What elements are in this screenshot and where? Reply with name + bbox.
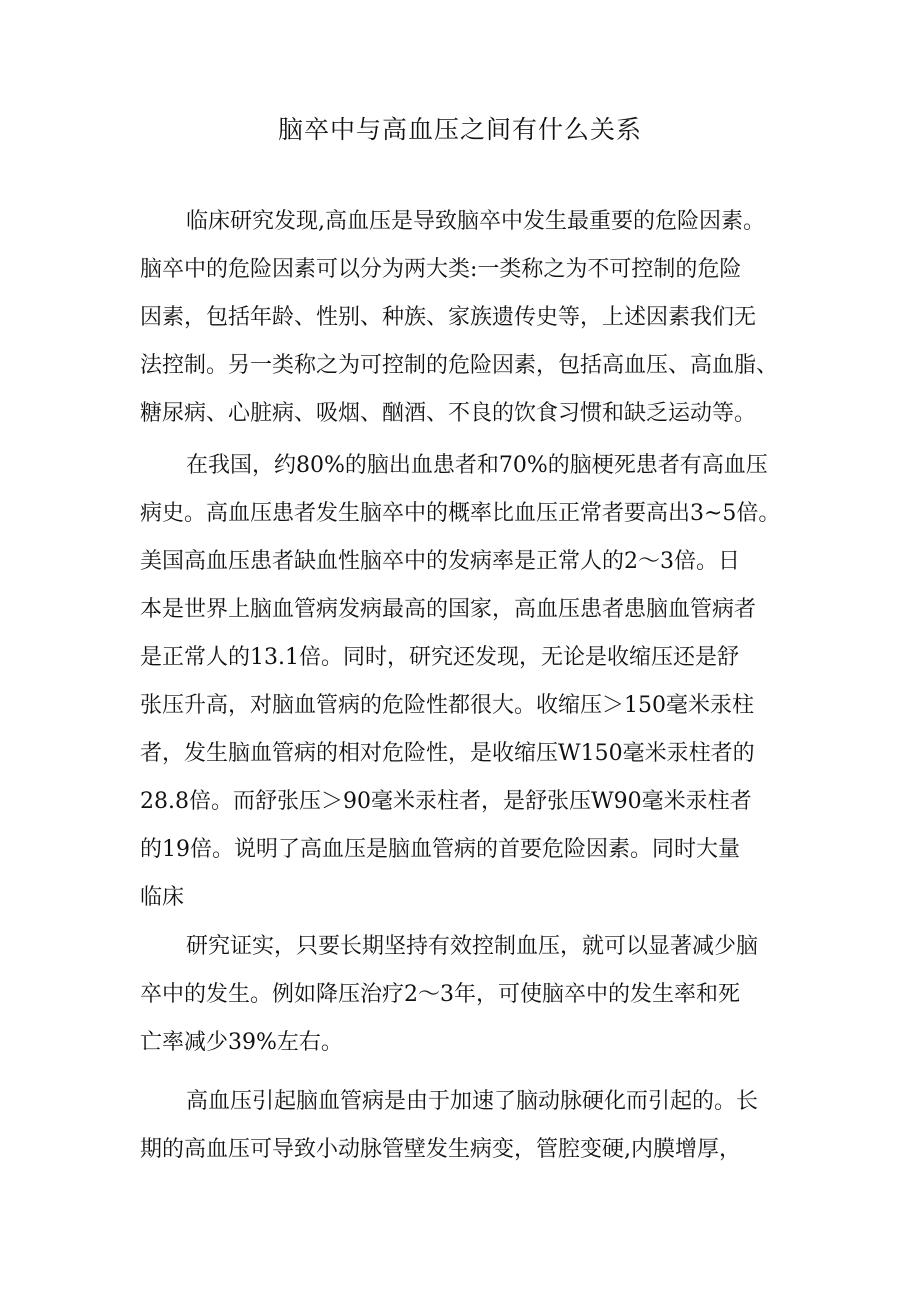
paragraph-line: 张压升高，对脑血管病的危险性都很大。收缩压＞150毫米汞柱	[140, 693, 754, 718]
paragraph-line: 因素，包括年龄、性别、种族、家族遗传史等，上述因素我们无	[140, 305, 757, 330]
paragraph-line: 脑卒中的危险因素可以分为两大类:一类称之为不可控制的危险	[140, 257, 742, 282]
paragraph-line: 研究证实，只要长期坚持有效控制血压，就可以显著减少脑	[186, 934, 759, 959]
paragraph-line: 的19倍。说明了高血压是脑血管病的首要危险因素。同时大量	[140, 837, 740, 862]
paragraph-line: 者，发生脑血管病的相对危险性，是收缩压W150毫米汞柱者的	[140, 741, 755, 766]
paragraph-line: 临床研究发现,高血压是导致脑卒中发生最重要的危险因素。	[186, 209, 765, 234]
paragraph-line: 亡率减少39%左右。	[140, 1030, 343, 1055]
paragraph-line: 本是世界上脑血管病发病最高的国家，高血压患者患脑血管病者	[140, 597, 757, 622]
paragraph-line: 临床	[140, 885, 185, 910]
paragraph-line: 病史。高血压患者发生脑卒中的概率比血压正常者要高出3~5倍。	[140, 501, 781, 526]
paragraph-line: 28.8倍。而舒张压＞90毫米汞柱者，是舒张压W90毫米汞柱者	[140, 789, 752, 814]
paragraph-line: 是正常人的13.1倍。同时，研究还发现，无论是收缩压还是舒	[140, 645, 739, 670]
paragraph-line: 美国高血压患者缺血性脑卒中的发病率是正常人的2～3倍。日	[140, 549, 740, 574]
paragraph-line: 法控制。另一类称之为可控制的危险因素，包括高血压、高血脂、	[140, 353, 779, 378]
paragraph-blood-pressure-control	[140, 923, 800, 1067]
paragraph-line: 在我国，约80%的脑出血患者和70%的脑梗死患者有高血压	[186, 453, 768, 478]
paragraph-arteriosclerosis	[140, 1078, 800, 1174]
document-title: 脑卒中与高血压之间有什么关系	[277, 115, 642, 144]
paragraph-line: 期的高血压可导致小动脉管壁发生病变，管腔变硬,内膜增厚，	[140, 1137, 741, 1162]
paragraph-risk-factors	[140, 198, 800, 438]
paragraph-line: 高血压引起脑血管病是由于加速了脑动脉硬化而引起的。长	[186, 1089, 759, 1114]
paragraph-line: 卒中的发生。例如降压治疗2～3年，可使脑卒中的发生率和死	[140, 982, 740, 1007]
paragraph-statistics	[140, 442, 800, 922]
paragraph-line: 糖尿病、心脏病、吸烟、酗酒、不良的饮食习惯和缺乏运动等。	[140, 401, 757, 426]
